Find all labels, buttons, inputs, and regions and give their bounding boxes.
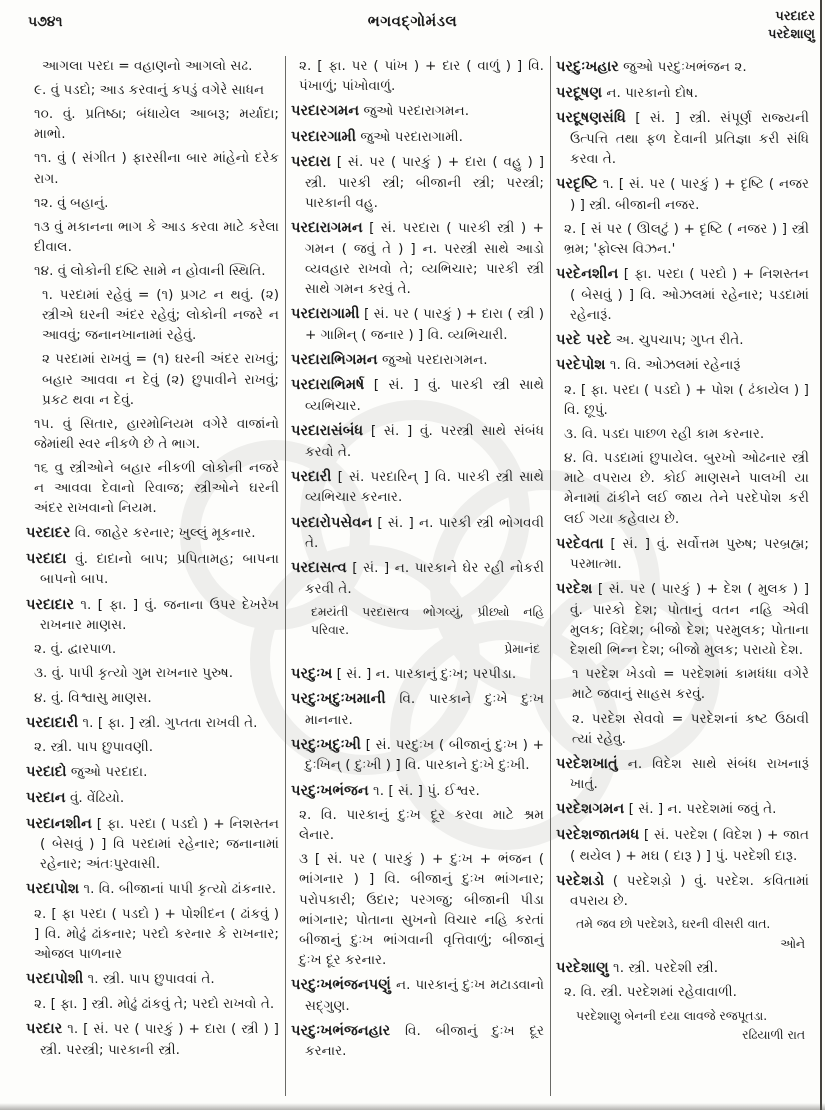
sense-line [34, 261, 279, 281]
sense-line [34, 217, 279, 257]
dictionary-entry [291, 303, 544, 345]
idiom-line [572, 664, 809, 704]
sense-line [34, 80, 279, 100]
dictionary-entry [291, 466, 544, 508]
dictionary-entry [556, 753, 809, 795]
dictionary-entry [26, 594, 279, 636]
entry-text: ૨. સ્ત્રી. પાપ છુપાવણી. [34, 739, 154, 756]
entry-text: આગલા પરદા = વહાણનો આગલો સઢ. [42, 58, 253, 74]
entry-headword: પરદેવતા [556, 534, 604, 552]
entry-text: [ સં. પર ( પારકું ) + દારા ( સ્ત્રી ) + ગામિન્ ( જનાર ) ] વિ. વ્યભિચારી. [305, 306, 544, 343]
entry-headword: પરદેશાણુ [556, 958, 609, 976]
entry-headword: પરદેપોશ [556, 356, 606, 374]
entry-headword: પરદાદર [26, 524, 71, 542]
entry-text: ૨. [ ફા. ] સ્ત્રી. મોઢું ઢાંકવું તે; પરદો રાખવો તે. [34, 995, 275, 1012]
entry-headword: પરદાપોશ [26, 880, 80, 898]
entry-headword: પરદે પરદે [556, 330, 612, 348]
entry-text: વિ. જાહેર કરનાર; ખુલ્લું મૂકનાર. [70, 525, 256, 542]
attr-line [556, 1026, 805, 1044]
entry-text: ૧૦. વું. પ્રતિષ્ઠા; બંધાયેલ આબરૂ; મર્યાદા; માભો. [34, 106, 279, 143]
dictionary-entry [291, 151, 544, 213]
sense-line [34, 104, 279, 144]
entry-text: ૧૫. વું સિતાર, હારમોનિયમ વગેરે વાજાંનો જેમાંથી સ્વર નીકળે છે તે ભાગ. [34, 415, 279, 452]
entry-text: ૨. [ ફા. પરદા ( પડદો ) + પોશ ( ઢંકાયેલ ) ] વિ. છૂપું. [564, 381, 809, 419]
idiom-line [42, 349, 279, 409]
entry-headword: પરદાદા [26, 549, 67, 567]
entry-headword: પરદારાસંબંધ [291, 422, 364, 440]
quote-line [576, 1007, 809, 1025]
entry-headword: પરદૂષણસંધિ [556, 109, 626, 127]
entry-text: [ સં. ] ન. પારકાનું દુઃખ; પરપીડા. [332, 665, 517, 682]
dictionary-entry [26, 761, 279, 783]
entry-text: ૨. વિ. પારકાનું દુઃખ દૂર કરવા માટે શ્રમ લેનાર. [299, 807, 544, 844]
entry-text: ૩ [ સં. પર ( પારકું ) + દુઃખ + ભંજન ( ભાંગનાર ) ] વિ. બીજાનું દુઃખ ભાંગનાર; પરોપકારી; ઉદાર; પરગજુ; બીજાની પીડા ભાંગનાર; પોતાના સુખનો વિચાર નહિ કરતાં બીજાનું દુઃખ ભાંગવાની વૃત્તિવાળું; બીજાનું દુઃખ દૂર કરનાર. [299, 851, 544, 968]
entry-text: ૧. વિ. બીજાનાં પાપી કૃત્યો ઢાંકનાર. [79, 881, 277, 898]
page-number: ૫૭૪૧ [28, 14, 63, 30]
entry-headword: પરદેશડો [556, 871, 605, 889]
dictionary-entry [26, 1018, 279, 1060]
entry-headword: પરદેશગમન [556, 800, 625, 818]
entry-text: [ સં. પરદારિન્ ] વિ. પારકી સ્ત્રી સાથે વ્યભિચાર કરનાર. [305, 468, 544, 506]
scan-bottom-shadow [0, 1103, 825, 1110]
page-header [0, 8, 825, 52]
dictionary-entry [291, 512, 544, 554]
page-edge-line [820, 0, 822, 1110]
entry-headword: પરદારી [291, 467, 332, 485]
entry-text: વિ. બીજાનું દુઃખ દૂર કરનાર. [305, 1022, 544, 1060]
entry-headword: પરદુઃખ [291, 664, 333, 682]
entry-text: [ સં. ] ન. પારકી સ્ત્રી ભોગવવી તે. [305, 514, 544, 552]
entry-text: ૪. વિ. પડદામાં છુપાયેલ. બુરખો ઓઢનાર સ્ત્રી માટે વપરાય છે. કોઈ માણસને પાલખી યા મેનામાં ઢાંકીને લઈ જાય તેને પરદેપોશ કરી લઈ ગયા કહેવાય છે. [564, 450, 809, 527]
dictionary-entry [556, 824, 809, 866]
dictionary-entry [556, 107, 809, 169]
entry-text: [ સં. ] વું. પરસ્ત્રી સાથે સંબંધ કરવો તે. [305, 423, 544, 460]
entry-headword: પરદારા [291, 153, 331, 171]
sense-line [564, 380, 809, 420]
entry-headword: પરદાદો [26, 763, 67, 781]
entry-text: જુઓ પરદારાગામી. [356, 128, 464, 145]
quote-line [576, 915, 809, 933]
dictionary-entry [291, 974, 544, 1016]
sense-line [34, 639, 279, 659]
entry-headword: પરદાપોશી [26, 970, 84, 988]
dictionary-entry [291, 100, 544, 122]
entry-text: ૧. વિ. ઓઝલમાં રહેનારૂં [605, 357, 741, 374]
entry-headword: પરદાસત્વ [291, 559, 347, 577]
page-title: ભગવદ્ગોમંડલ [367, 12, 458, 30]
entry-text: ૯. વું પડદો; આડ કરવાનું કપડું વગેરે સાધન [34, 82, 265, 99]
entry-headword: પરદાર [26, 1019, 63, 1037]
entry-text: [ સં. ] ન. પરદેશમાં જવું તે. [624, 801, 777, 818]
entry-text: ૧૬ વુ સ્ત્રીઓને બહાર નીકળી લોકોની નજરે ન આવવા દેવાનો રિવાજ; સ્ત્રીઓને ઘરની અંદર રાખવાનો નિયમ. [34, 459, 279, 517]
entry-text: ૨. પરદેશ સેવવો = પરદેશનાં કષ્ટ ઉઠાવી ત્યાં રહેવુ. [572, 710, 809, 747]
sense-line [34, 458, 279, 518]
entry-text: ૧. પરદામાં રહેવું = (૧) પ્રગટ ન થવું. (૨) સ્ત્રીએ ઘરની અંદર રહેવું; લોકોની નજરે ન આવવું; જનાનખાનામાં રહેવું. [42, 287, 279, 344]
sense-line [34, 737, 279, 757]
dictionary-entry [26, 813, 279, 875]
dictionary-entry [26, 712, 279, 734]
entry-text: ૧. સ્ત્રી. પરદેશી સ્ત્રી. [608, 959, 719, 976]
sense-line [34, 193, 279, 213]
entry-text: ૪. વું. વિશ્વાસુ માણસ. [34, 689, 152, 706]
dictionary-entry [291, 374, 544, 416]
column-2 [291, 56, 544, 1096]
entry-headword: પરદુઃખભંજનપણું [291, 975, 391, 993]
entry-headword: પરદારોપસેવન [291, 513, 373, 531]
dictionary-entry [556, 354, 809, 376]
dictionary-entry [291, 557, 544, 599]
dictionary-entry [556, 957, 809, 979]
entry-text: ન. વિદેશ સાથે સંબંધ રાખનારૂં ખાતું. [570, 755, 809, 793]
sense-line [299, 56, 544, 96]
entry-text: જુઓ પરદારાગમન. [377, 351, 488, 368]
idiom-line [572, 709, 809, 749]
sense-line [34, 414, 279, 454]
dictionary-entry [556, 798, 809, 820]
entry-headword: પરદારાગમન [291, 219, 363, 237]
dictionary-entry [556, 82, 809, 104]
entry-text: [ સં. ] વું. સર્વોત્તમ પુરુષ; પરબ્રહ્મ; પરમાત્મા. [570, 535, 809, 573]
sense-line [34, 904, 279, 964]
entry-text: ૩. વિ. પડદા પાછળ રહી કામ કરનાર. [564, 426, 765, 443]
entry-text: વું. વેંઢિયો. [65, 789, 125, 806]
sense-line [34, 994, 279, 1014]
entry-headword: પરદુઃખદુઃખી [291, 735, 361, 753]
entry-text: ૨. [ ફા પરદા ( પડદો ) + પોશીદન ( ઢાંકવું ) ] વિ. મોઢું ઢાંકનાર; પરદો કરનાર કે રાખનાર; ઓજલ પાળનાર [34, 905, 279, 963]
sense-line [299, 849, 544, 970]
quote-line [311, 603, 544, 639]
entry-text: ૧. [ સં. ] પું. ઈશ્વર. [368, 782, 480, 799]
entry-text: ૨. [ ફા. પર ( પાંખ ) + દાર ( વાળું ) ] વિ. પંખાળું; પાંખોવાળું. [299, 58, 544, 95]
entry-text: ૧. સ્ત્રી. પાપ છુપાવવાં તે. [83, 971, 215, 988]
entry-text: ઓને [780, 936, 805, 951]
entry-text: [ સં. પર ( પારકું ) + દારા ( વહુ ) ] સ્ત્રી. પારકી સ્ત્રી; બીજાની સ્ત્રી; પરસ્ત્રી; પારકાની વહુ. [305, 154, 544, 212]
entry-headword: પરદેશજાતમધ [556, 826, 640, 844]
entry-text: [ સં. પર ( પારકું ) + દેશ ( મુલક ) ] વું. પારકો દેશ; પોતાનું વતન નહિ એવી મુલક; વિદેશ; બીજો દેશ; પરમુલક; પોતાના દેશથી ભિન્ન દેશ; બીજો મુલક; પરાયો દેશ. [570, 581, 809, 659]
dictionary-entry [556, 263, 809, 325]
entry-text: ૨ પરદામાં રાખવું = (૧) ઘરની અંદર રાખવું; બહાર આવવા ન દેવું (૨) છુપાવીને રાખવું; પ્રકટ થવા ન દેવું. [42, 351, 279, 408]
dictionary-entry [556, 533, 809, 575]
dictionary-entry [291, 420, 544, 462]
entry-text: જુઓ પરદાદા. [66, 764, 148, 781]
entry-text: [ સં. ] સ્ત્રી. સંપૂર્ણ રાજ્યની ઉત્પત્તિ તથા ફળ દેવાની પ્રતિજ્ઞા કરી સંધિ કરવા તે. [570, 110, 809, 167]
dictionary-entry [291, 349, 544, 371]
entry-text: તમે જવ છો પરદેશડે, ઘરની વીસરી વાત. [576, 917, 771, 932]
dictionary-entry [26, 968, 279, 990]
sense-line [564, 219, 809, 259]
entry-text: ૧૩ વું મકાનના ભાગ કે આડ કરવા માટે કરેલા દીવાલ. [34, 218, 279, 255]
entry-text: ૧. [ ફા. ] વું. જનાના ઉપર દેખરેખ રાખનાર માણસ. [40, 596, 279, 634]
entry-headword: પરદેનશીન [556, 264, 619, 282]
entry-text: વું. દાદાનો બાપ; પ્રપિતામહ; બાપના બાપનો બાપ. [40, 550, 279, 588]
idiom-line [42, 285, 279, 345]
entry-headword: પરદૃષ્ટિ [556, 175, 598, 192]
entry-headword: પરદુઃખભંજન [291, 781, 369, 799]
entry-text: ૧૨. વું બહાનું. [34, 194, 109, 211]
dictionary-entry [291, 217, 544, 299]
entry-text: ( પરદેશડ઼ો ) વું. પરદેશ. કવિતામાં વપરાય છે. [570, 872, 809, 910]
running-heads [768, 8, 815, 43]
dictionary-entry [26, 548, 279, 590]
dictionary-entry [556, 173, 809, 215]
entry-text: ૨. [ સં પર ( ઊલટું ) + દૃષ્ટિ ( નજર ) ] સ્ત્રી ભ્રમ; 'ફોલ્સ વિઝન.' [564, 220, 809, 257]
dictionary-entry [291, 688, 544, 730]
entry-headword: પરદારાભિમર્ષ [291, 376, 365, 394]
column-rule [285, 56, 286, 1096]
entry-text: ૧. [ સં. પર ( પારકું ) + દૃષ્ટિ ( નજર ) ] સ્ત્રી. બીજાની નજર. [570, 176, 809, 213]
entry-headword: પરદાદાર [26, 595, 75, 613]
dictionary-entry [26, 878, 279, 900]
entry-text: ૧. [ સં. પર ( પારકું ) + દારા ( સ્ત્રી ) ] સ્ત્રી. પરસ્ત્રી; પારકાની સ્ત્રી. [40, 1020, 279, 1058]
idiom-line [42, 56, 279, 76]
entry-text: ૩. વું. પાપી કૃત્યો ગુમ રાખનાર પુરુષ. [34, 665, 234, 682]
entry-text: દમયંતી પરદાસત્વ ભોગવ્યું, પ્રીછ્યો નહિ પરિવાર. [311, 604, 544, 638]
entry-text: રઢિયાળી રાત [742, 1027, 805, 1042]
dictionary-entry [556, 329, 809, 351]
dictionary-entry [556, 870, 809, 912]
entry-headword: પરદાદારી [26, 713, 79, 731]
entry-text: ૧. [ ફા. ] સ્ત્રી. ગુપ્તતા રાખવી તે. [78, 714, 258, 731]
dictionary-entry [291, 1020, 544, 1062]
entry-headword: પરદારગમન [291, 102, 360, 120]
entry-headword: પરદુઃખદુઃખમાની [291, 690, 386, 708]
entry-text: ન. પારકાનો દોષ. [602, 84, 699, 101]
entry-headword: પરદાનશીન [26, 814, 92, 832]
entry-text: અ. ચુપચાપ; ગુપ્ત રીતે. [611, 331, 744, 348]
sense-line [34, 148, 279, 188]
dictionary-entry [26, 787, 279, 809]
sense-line [564, 424, 809, 444]
attr-line [556, 935, 805, 953]
entry-text: ૧ પરદેશ ખેડવો = પરદેશમાં કામધંધા વગેરે માટે જવાનું સાહસ કરવું. [572, 666, 809, 703]
sense-line [299, 805, 544, 845]
dictionary-entry [556, 578, 809, 660]
entry-headword: પરદેશ [556, 580, 593, 598]
text-columns [26, 56, 821, 1096]
entry-text: [ સં. પરદારા ( પારકી સ્ત્રી ) + ગમન ( જવું તે ) ] ન. પરસ્ત્રી સાથે આડો વ્યવહાર રાખવો તે; વ્યભિચાર; પારકી સ્ત્રી સાથે ગમન કરવું તે. [305, 220, 544, 298]
dictionary-entry [26, 522, 279, 544]
entry-text: પરદેશાણુ બેનની દયા લાવજે રજપૂતડા. [576, 1008, 768, 1023]
entry-text: [ સં. ] વું. પારકી સ્ત્રી સાથે વ્યભિચાર. [305, 377, 544, 415]
entry-text: ૨. વું. દ્વારપાળ. [34, 641, 117, 658]
column-1 [26, 56, 279, 1096]
sense-line [34, 663, 279, 683]
dictionary-entry [291, 780, 544, 802]
entry-headword: પરદેશખાતું [556, 754, 618, 772]
entry-text: જુઓ પરદારાગમન. [359, 103, 470, 120]
column-3 [556, 56, 809, 1096]
entry-headword: પરદાન [26, 788, 66, 806]
entry-headword: પરદારગામી [291, 127, 357, 145]
entry-text: [ ફા. પરદા ( પડદો ) + નિશસ્તન ( બેસવું ) ] વિ પરદામાં રહેનાર; જનાનામાં રહેનાર; અંતઃપુરવાસી. [40, 815, 279, 873]
entry-text: [ સં. ] ન. પારકાને ઘેર રહી નોકરી કરવી તે. [305, 560, 544, 597]
entry-text: [ સં. પરદુઃખ ( બીજાનું દુઃખ ) + દુઃખિન્ ( દુઃખી ) ] વિ. પારકાને દુઃખે દુઃખી. [305, 736, 544, 774]
entry-text: [ ફા. પરદા ( પરદો ) + નિશસ્તન ( બેસવું ) ] વિ. ઓઝલમાં રહેનાર; પડદામાં રહેનારૂં. [570, 265, 809, 323]
dictionary-entry [291, 734, 544, 776]
sense-line [34, 688, 279, 708]
column-rule [550, 56, 551, 1096]
entry-headword: પરદુઃખહાર [556, 58, 619, 75]
entry-text: પ્રેમાનંદ [504, 642, 540, 657]
entry-text: ૧૪. વું લોકોની દષ્ટિ સામે ન હોવાની સ્થિતિ. [34, 262, 266, 279]
entry-text: ૧૧. વું ( સંગીત ) ફારસીના બાર માંહેનો દરેક રાગ. [34, 150, 279, 187]
entry-text: ૨. વિ. સ્ત્રી. પરદેશમાં રહેવાવાળી. [564, 984, 738, 1001]
entry-text: જુઓ પરદુઃખભંજન ૨. [618, 59, 747, 75]
entry-text: [ સં. પરદેશ ( વિદેશ ) + જાત ( થયેલ ) + મઘ ( દારૂ ) ] પું. પરદેશી દારૂ. [570, 827, 809, 864]
dictionary-entry [291, 126, 544, 148]
running-head-first-word: પરદાદર [775, 9, 815, 24]
entry-text: વિ. પારકાને દુઃખે દુઃખ માનનાર. [305, 691, 544, 728]
entry-headword: પરદારાભિગમન [291, 350, 378, 368]
entry-headword: પરદૂષણ [556, 83, 603, 101]
entry-headword: પરદુઃખભંજનહાર [291, 1021, 391, 1039]
running-head-last-word: પરદેશાણુ [768, 26, 815, 42]
sense-line [564, 982, 809, 1002]
dictionary-entry [291, 663, 544, 685]
attr-line [291, 640, 540, 658]
dictionary-entry [556, 56, 809, 78]
entry-headword: પરદારાગામી [291, 305, 360, 323]
sense-line [564, 448, 809, 528]
entry-text: ન. પારકાનું દુઃખ મટાડવાનો સદ્ગુણ. [305, 976, 544, 1014]
